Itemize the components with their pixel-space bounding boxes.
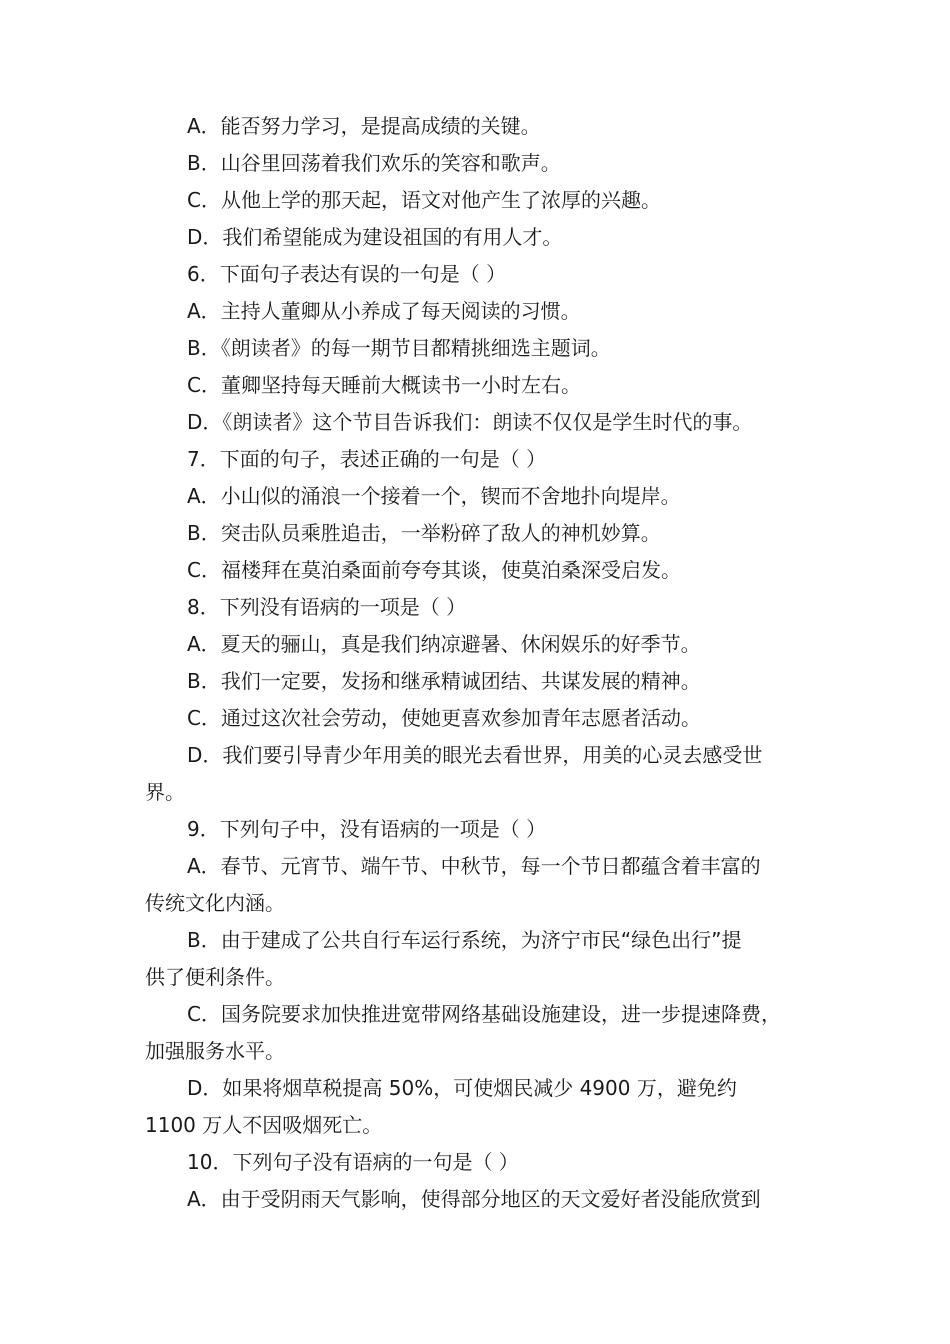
option-8a: A．夏天的骊山，真是我们纳凉避暑、休闲娱乐的好季节。	[187, 632, 701, 656]
option-5c: C．从他上学的那天起，语文对他产生了浓厚的兴趣。	[187, 188, 661, 212]
option-9b-continued: 供了便利条件。	[145, 965, 285, 989]
option-8c: C．通过这次社会劳动，使她更喜欢参加青年志愿者活动。	[187, 706, 701, 730]
option-8d: D．我们要引导青少年用美的眼光去看世界，用美的心灵去感受世	[187, 743, 763, 767]
option-5b: B．山谷里回荡着我们欢乐的笑容和歌声。	[187, 151, 561, 175]
option-8d-continued: 界。	[145, 780, 185, 804]
option-10a: A．由于受阴雨天气影响，使得部分地区的天文爱好者没能欣赏到	[187, 1187, 761, 1211]
question-6: 6．下面句子表达有误的一句是（ ）	[187, 262, 507, 286]
option-6c: C．董卿坚持每天睡前大概读书一小时左右。	[187, 373, 581, 397]
option-9a-continued: 传统文化内涵。	[145, 891, 285, 915]
option-6b: B．《朗读者》的每一期节目都精挑细选主题词。	[187, 336, 611, 360]
option-5d: D．我们希望能成为建设祖国的有用人才。	[187, 225, 563, 249]
option-7c: C．福楼拜在莫泊桑面前夸夸其谈，使莫泊桑深受启发。	[187, 558, 681, 582]
option-9c-continued: 加强服务水平。	[145, 1039, 285, 1063]
option-6a: A．主持人董卿从小养成了每天阅读的习惯。	[187, 299, 581, 323]
option-9c: C．国务院要求加快推进宽带网络基础设施建设，进一步提速降费，	[187, 1002, 781, 1026]
option-5a: A．能否努力学习，是提高成绩的关键。	[187, 114, 541, 138]
question-7: 7．下面的句子，表述正确的一句是（ ）	[187, 447, 547, 471]
option-7b: B．突击队员乘胜追击，一举粉碎了敌人的神机妙算。	[187, 521, 661, 545]
option-9b: B．由于建成了公共自行车运行系统，为济宁市民“绿色出行”提	[187, 928, 742, 952]
option-8b: B．我们一定要，发扬和继承精诚团结、共谋发展的精神。	[187, 669, 701, 693]
option-9a: A．春节、元宵节、端午节、中秋节，每一个节日都蕴含着丰富的	[187, 854, 761, 878]
option-6d: D．《朗读者》这个节目告诉我们：朗读不仅仅是学生时代的事。	[187, 410, 753, 434]
option-9d-continued: 1100 万人不因吸烟死亡。	[145, 1113, 383, 1137]
question-9: 9．下列句子中，没有语病的一项是（ ）	[187, 817, 547, 841]
option-9d: D．如果将烟草税提高 50%，可使烟民减少 4900 万，避免约	[187, 1076, 737, 1100]
question-8: 8．下列没有语病的一项是（ ）	[187, 595, 467, 619]
question-10: 10．下列句子没有语病的一句是（ ）	[187, 1150, 519, 1174]
option-7a: A．小山似的涌浪一个接着一个，锲而不舍地扑向堤岸。	[187, 484, 681, 508]
